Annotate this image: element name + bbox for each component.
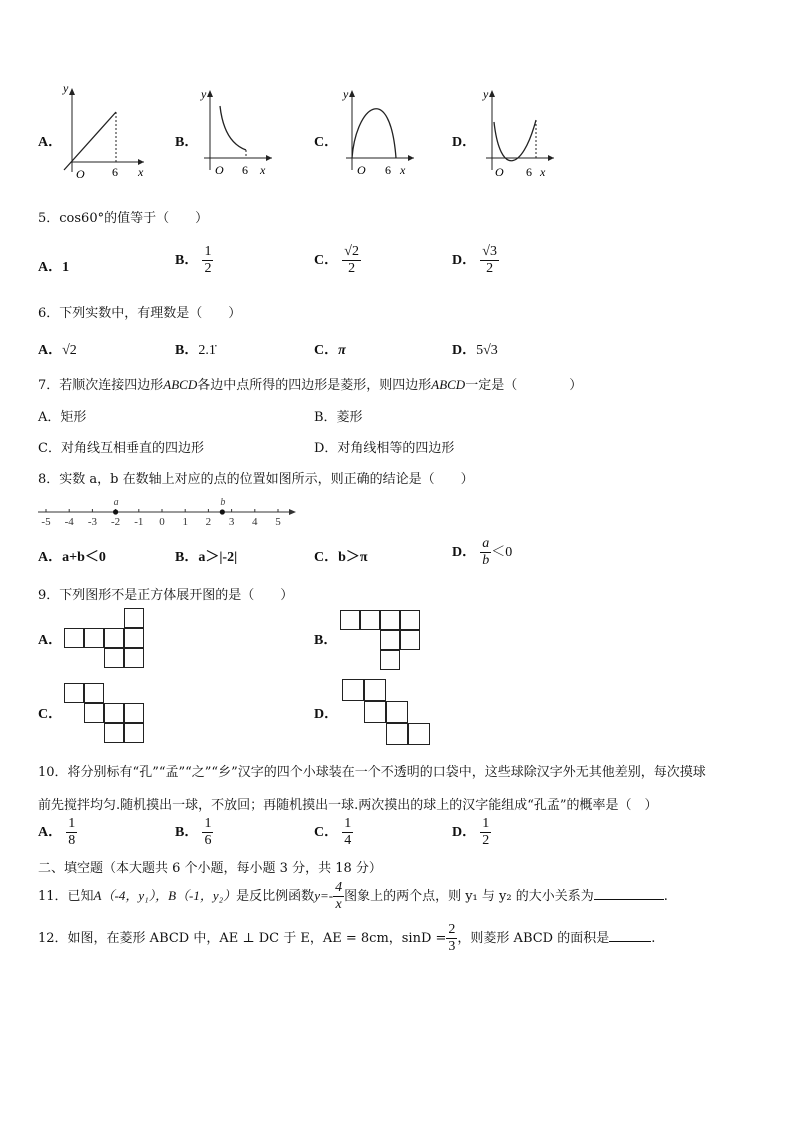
q5-c: C． $\frac{√2}{2}$ [314,244,359,276]
q12: 12．如图，在菱形 ABCD 中，AE ⊥ DC 于 E，AE = 8cm，sinD = $\frac{2}{3}$ ，则菱形 ABCD 的面积是 . [38,922,656,954]
q8-tick-label: -2 [111,516,121,528]
q8-a: A．a+b＜0 [38,550,106,565]
q8-tick-label: -1 [134,516,144,528]
q9-d-label: D． [314,707,339,722]
q4-graph-a [58,82,148,182]
q9-b-label: B． [314,633,338,648]
q11-answer-blank[interactable] [594,899,664,900]
q4b-ylabel: y [201,87,207,101]
q6-stem: 6．下列实数中，有理数是（ ） [38,306,242,321]
q4a-tick: 6 [112,165,118,179]
q8-tick-label: 2 [205,516,212,528]
q8-b: B．a＞|-2| [175,550,238,565]
q4d-curve [494,120,536,161]
q4-option-a-label: A． [38,135,63,150]
q4c-ylabel: y [343,87,349,101]
q8-stem: 8．实数 a，b 在数轴上对应的点的位置如图所示，则正确的结论是（ ） [38,472,474,487]
q4b-curve [220,106,246,150]
q7-d: D．对角线相等的四边形 [314,441,455,456]
q9-stem: 9．下列图形不是正方体展开图的是（ ） [38,588,294,603]
q5-d: D． $\frac{√3}{2}$ [452,244,497,276]
q8-tick-label: -4 [64,516,74,528]
q4-option-d-label: D． [452,135,477,150]
q4-option-b-label: B． [175,135,199,150]
q4-option-c-label: C． [314,135,339,150]
q11: 11．已知A（-4，y₁），B（-1，y₂）是反比例函数y=- $\frac{4}{x}$ 图象上的两个点，则 y₁ 与 y₂ 的大小关系为 . [38,880,668,912]
q5-stem: 5．cos60°的值等于（ ） [38,211,209,226]
q4c-curve [352,109,396,158]
q4a-ylabel: y [63,82,69,95]
q4a-origin: O [76,167,85,181]
q4b-xlabel: x [260,163,266,177]
q7-stem: 7．若顺次连接四边形ABCD各边中点所得的四边形是菱形，则四边形ABCD一定是（ ） [38,377,583,393]
q4b-origin: O [215,163,224,177]
q8-tick-label: 1 [182,516,188,528]
q9-a-label: A． [38,633,63,648]
q4-graph-d [478,86,558,182]
q8-number-line [36,492,298,530]
q10-b: B． $\frac{1}{6}$ [175,816,212,848]
section-2-heading: 二、填空题（本大题共 6 个小题，每小题 3 分，共 18 分） [38,861,382,876]
q8-tick-label: 4 [252,516,258,528]
q4d-ylabel: y [483,87,489,101]
q8-d: D． $\frac{a}{b}$ ＜0 [452,536,513,568]
q8-point-a [113,509,118,514]
q6-c: C．π [314,343,346,358]
q8-c: C．b＞π [314,550,368,565]
q10-line1: 10．将分别标有“孔”“孟”“之”“乡”汉字的四个小球装在一个不透明的口袋中，这些球除汉字外无其他差别，每次摸球 [38,765,706,780]
q6-a: A．√2 [38,343,77,358]
q9-c-label: C． [38,707,63,722]
q4d-origin: O [495,165,504,179]
q4d-tick: 6 [526,165,532,179]
q8-tick-label: -3 [87,516,97,528]
q4a-xlabel: x [138,165,144,179]
q4b-tick: 6 [242,163,248,177]
q10-line2: 前先搅拌均匀.随机摸出一球，不放回；再随机摸出一球.两次摸出的球上的汉字能组成“孔孟”的概率是（ ） [38,798,658,813]
q8-tick-label: -5 [41,516,51,528]
q10-c: C． $\frac{1}{4}$ [314,816,352,848]
q4c-tick: 6 [385,163,391,177]
q7-b: B．菱形 [314,410,363,425]
q8-tick-label: 5 [275,516,281,528]
q6-b: B．2.1̇ [175,343,216,358]
q8-tick-label: 0 [159,516,165,528]
q4-graph-c [338,86,418,182]
q4d-xlabel: x [540,165,546,179]
q8-point-b [220,509,225,514]
q8-tick-label: 3 [228,516,235,528]
q4c-xlabel: x [400,163,406,177]
q10-a: A． $\frac{1}{8}$ [38,816,76,848]
q7-a: A．矩形 [38,410,87,425]
q7-c: C．对角线互相垂直的四边形 [38,441,204,456]
q12-answer-blank[interactable] [609,941,651,942]
q8-point-b-label: b [220,497,226,508]
q6-d: D．5√3 [452,343,498,358]
q5-b: B． $\frac{1}{2}$ [175,244,212,276]
q4c-origin: O [357,163,366,177]
q4-graph-b [196,86,276,182]
q5-a: A．1 [38,260,70,275]
q10-d: D． $\frac{1}{2}$ [452,816,490,848]
q8-point-a-label: a [113,497,119,508]
